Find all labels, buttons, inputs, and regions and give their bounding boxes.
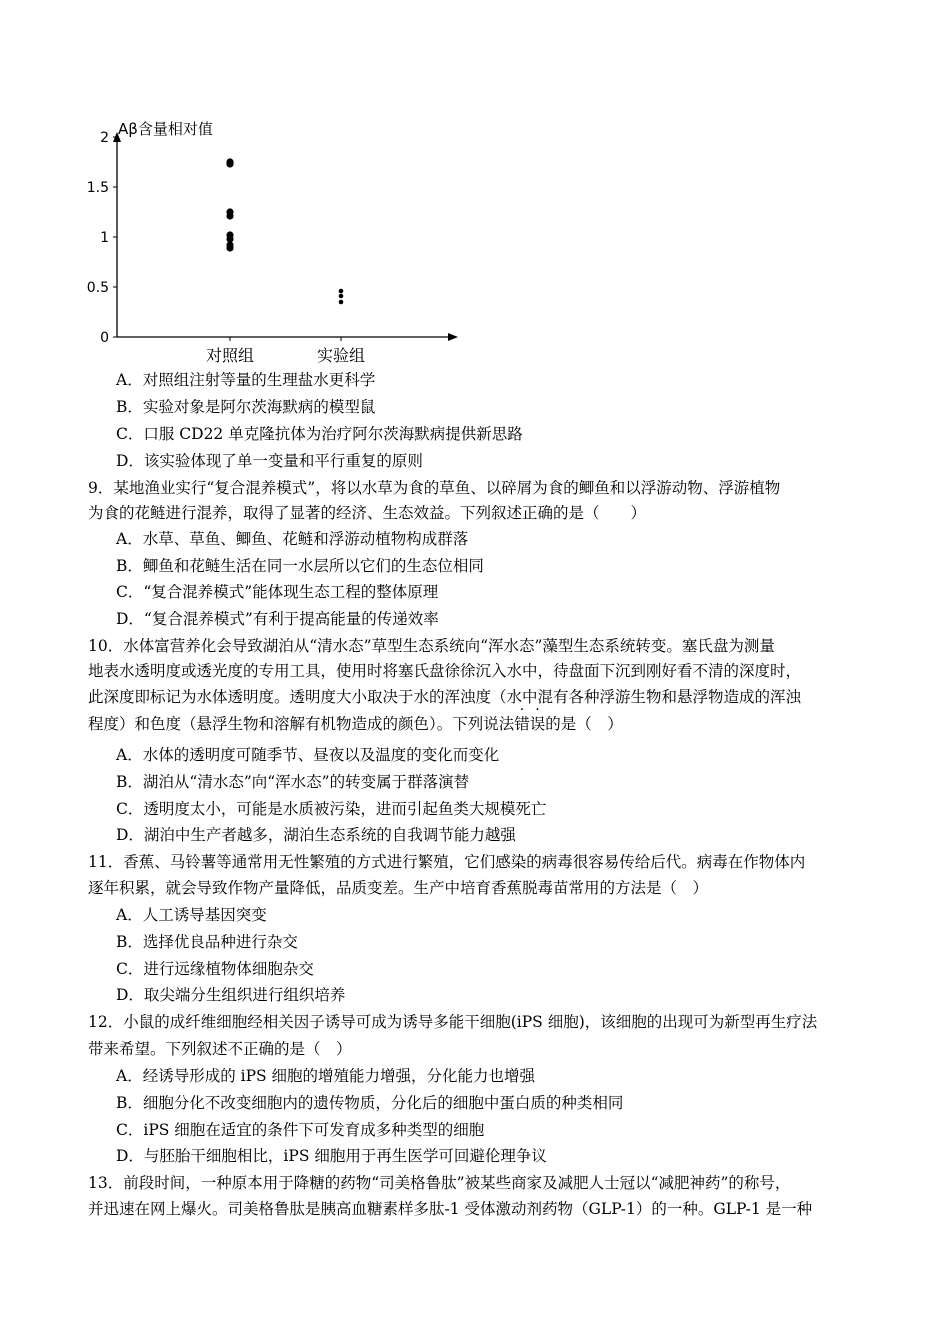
data-point bbox=[339, 300, 344, 305]
y-tick-label: 1.5 bbox=[86, 180, 109, 196]
q10-option-b: B．湖泊从“清水态”向“浑水态”的转变属于群落演替 bbox=[116, 773, 470, 791]
q10-stem-line1: 10．水体富营养化会导致湖泊从“清水态”草型生态系统向“浑水态”藻型生态系统转变。塞氏盘为测量 bbox=[88, 637, 775, 655]
scatter-chart bbox=[80, 110, 480, 370]
emphasis-char-2: 误 bbox=[529, 715, 546, 733]
q10-stem-line4 bbox=[88, 714, 623, 734]
q9-option-c: C．“复合混养模式”能体现生态工程的整体原理 bbox=[116, 583, 439, 601]
y-tick-label: 2 bbox=[100, 130, 109, 146]
q8-option-d: D．该实验体现了单一变量和平行重复的原则 bbox=[116, 452, 423, 470]
q8-option-a: A．对照组注射等量的生理盐水更科学 bbox=[116, 371, 376, 389]
q9-stem-line1: 9．某地渔业实行“复合混养模式”，将以水草为食的草鱼、以碎屑为食的鲫鱼和以浮游动物、浮游植物 bbox=[88, 479, 781, 497]
q13-stem-line2: 并迅速在网上爆火。司美格鲁肽是胰高血糖素样多肽-1 受体激动剂药物（GLP-1）的一种。GLP-1 是一种 bbox=[88, 1200, 813, 1218]
data-points bbox=[226, 158, 343, 304]
q11-option-c: C．进行远缘植物体细胞杂交 bbox=[116, 960, 314, 978]
q12-stem-line2: 带来希望。下列叙述不正确的是（ ） bbox=[88, 1040, 352, 1058]
data-point bbox=[339, 289, 344, 294]
q11-stem-line2: 逐年积累，就会导致作物产量降低，品质变差。生产中培育香蕉脱毒苗常用的方法是（ ） bbox=[88, 879, 709, 897]
q9-option-d: D．“复合混养模式”有利于提高能量的传递效率 bbox=[116, 610, 439, 628]
q9-option-b: B．鲫鱼和花鲢生活在同一水层所以它们的生态位相同 bbox=[116, 557, 484, 575]
y-axis-title: Aβ含量相对值 bbox=[118, 120, 213, 138]
q9-stem-line2: 为食的花鲢进行混养，取得了显著的经济、生态效益。下列叙述正确的是（ ） bbox=[88, 504, 647, 522]
q10-stem-text: 程度）和色度（悬浮生物和溶解有机物造成的颜色）。下列说法 bbox=[88, 715, 515, 733]
y-tick-label: 0.5 bbox=[86, 280, 109, 296]
data-point bbox=[226, 212, 233, 219]
q8-option-b: B．实验对象是阿尔茨海默病的模型鼠 bbox=[116, 398, 376, 416]
x-categories bbox=[206, 337, 365, 365]
q10-stem-line2: 地表水透明度或透光度的专用工具，使用时将塞氏盘徐徐沉入水中，待盘面下沉到刚好看不清的深度时， bbox=[88, 662, 802, 680]
q11-stem-line1: 11．香蕉、马铃薯等通常用无性繁殖的方式进行繁殖，它们感染的病毒很容易传给后代。病毒在作物体内 bbox=[88, 853, 806, 871]
y-tick-label: 0 bbox=[100, 330, 109, 346]
q12-stem-line1: 12．小鼠的成纤维细胞经相关因子诱导可成为诱导多能干细胞(iPS 细胞)，该细胞的出现可为新型再生疗法 bbox=[88, 1013, 818, 1031]
data-point bbox=[339, 294, 344, 299]
q12-option-a: A．经诱导形成的 iPS 细胞的增殖能力增强，分化能力也增强 bbox=[116, 1067, 536, 1085]
data-point bbox=[226, 160, 233, 167]
q8-option-c: C．口服 CD22 单克隆抗体为治疗阿尔茨海默病提供新思路 bbox=[116, 425, 523, 443]
data-point bbox=[226, 244, 233, 251]
q12-option-c: C．iPS 细胞在适宜的条件下可发育成多种类型的细胞 bbox=[116, 1121, 485, 1139]
y-ticks bbox=[87, 130, 117, 346]
q12-option-d: D．与胚胎干细胞相比，iPS 细胞用于再生医学可回避伦理争议 bbox=[116, 1147, 547, 1165]
q13-stem-line1: 13．前段时间，一种原本用于降糖的药物“司美格鲁肽”被某些商家及减肥人士冠以“减肥神药”的称号， bbox=[88, 1174, 791, 1192]
q10-option-d: D．湖泊中生产者越多，湖泊生态系统的自我调节能力越强 bbox=[116, 826, 516, 844]
q10-option-c: C．透明度太小，可能是水质被污染，进而引起鱼类大规模死亡 bbox=[116, 800, 547, 818]
q9-option-a: A．水草、草鱼、鲫鱼、花鲢和浮游动植物构成群落 bbox=[116, 530, 469, 548]
q10-option-a: A．水体的透明度可随季节、昼夜以及温度的变化而变化 bbox=[116, 746, 500, 764]
q10-stem-text-end: 的是（ ） bbox=[545, 715, 623, 733]
q11-option-b: B．选择优良品种进行杂交 bbox=[116, 933, 298, 951]
q10-stem-line3: 此深度即标记为水体透明度。透明度大小取决于水的浑浊度（水中混有各种浮游生物和悬浮物造成的浑浊 bbox=[88, 688, 802, 706]
x-category-label: 实验组 bbox=[316, 346, 366, 365]
x-axis-arrow bbox=[448, 333, 458, 341]
x-category-label: 对照组 bbox=[205, 346, 255, 365]
q11-option-d: D．取尖端分生组织进行组织培养 bbox=[116, 986, 346, 1004]
q11-option-a: A．人工诱导基因突变 bbox=[116, 906, 267, 924]
q12-option-b: B．细胞分化不改变细胞内的遗传物质，分化后的细胞中蛋白质的种类相同 bbox=[116, 1094, 624, 1112]
emphasis-char-1: 错 bbox=[514, 715, 530, 733]
y-tick-label: 1 bbox=[100, 230, 109, 246]
